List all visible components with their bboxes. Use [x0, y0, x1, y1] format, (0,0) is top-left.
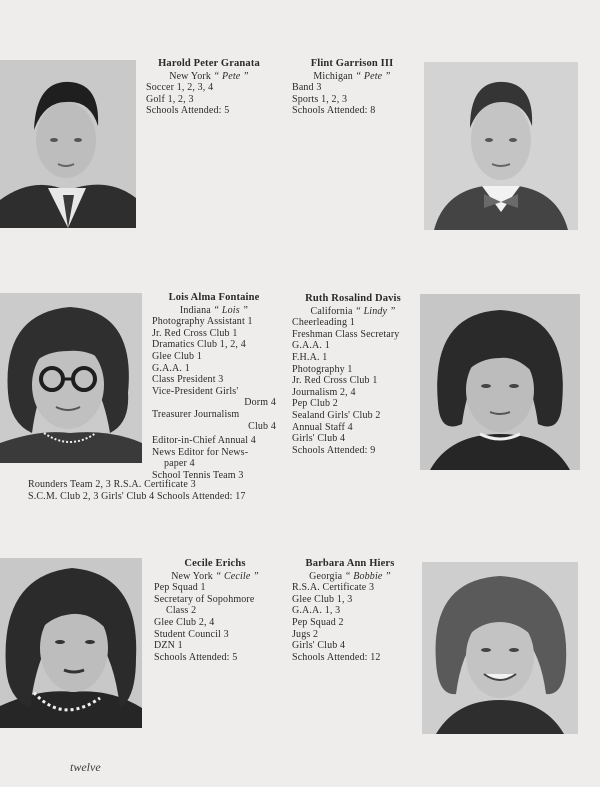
student-state: New York — [171, 570, 213, 582]
student-name: Barbara Ann Hiers — [305, 558, 395, 569]
student-origin: California “ Lindy ” — [310, 305, 396, 317]
activity-line: Annual Staff 4 — [292, 421, 353, 433]
activity-line: Secretary of Sopohmore — [154, 593, 255, 605]
activity-line: Glee Club 2, 4 — [154, 616, 215, 628]
activity-line: G.A.A. 1 — [152, 362, 190, 374]
activity-line: News Editor for News- — [152, 446, 249, 458]
activity-line: Student Council 3 — [154, 628, 229, 640]
activity-line: Sealand Girls' Club 2 — [292, 409, 381, 421]
activity-line: Vice-President Girls' — [152, 385, 239, 397]
activity-line: G.A.A. 1, 3 — [292, 605, 341, 617]
entry-cecile-erichs — [154, 558, 276, 663]
entry-lois-fontaine — [152, 292, 276, 482]
student-origin: Georgia “ Bobbie ” — [309, 570, 391, 582]
activity-line: Jugs 2 — [292, 628, 319, 640]
photo-ruth-davis — [420, 294, 580, 470]
activity-line: Dorm 4 — [244, 397, 276, 409]
activity-line: Schools Attended: 12 — [292, 651, 381, 663]
activity-line: Photography Assistant 1 — [152, 316, 253, 328]
student-name: Lois Alma Fontaine — [168, 292, 260, 303]
student-name: Ruth Rosalind Davis — [305, 293, 401, 304]
activity-line: Glee Club 1 — [152, 350, 202, 362]
activity-line: Cheerleading 1 — [292, 317, 355, 329]
student-nickname: Lois — [221, 304, 240, 316]
activity-line: School Tennis Team 3 — [152, 469, 244, 481]
activity-line: Photography 1 — [292, 363, 353, 375]
activity-line: Schools Attended: 8 — [292, 105, 376, 117]
student-origin: Michigan “ Pete ” — [313, 70, 391, 82]
activity-line: Freshman Class Secretary — [292, 328, 400, 340]
entry-flint-garrison — [292, 58, 412, 117]
student-name: Flint Garrison III — [310, 58, 394, 69]
activity-line: Golf 1, 2, 3 — [146, 93, 194, 105]
entry-harold-granata — [146, 58, 272, 117]
activity-line: G.A.A. 1 — [292, 340, 330, 352]
page-number: twelve — [70, 760, 101, 774]
activity-line: Schools Attended: 5 — [154, 651, 238, 663]
activity-line-wide: S.C.M. Club 2, 3 Girls' Club 4 Schools Attended: 17 — [28, 491, 246, 502]
photo-lois-fontaine — [0, 293, 142, 463]
student-nickname: Cecile — [223, 570, 251, 582]
activity-line: R.S.A. Certificate 3 — [292, 582, 375, 594]
entry-barbara-hiers — [292, 558, 408, 663]
student-origin: New York “ Pete ” — [169, 70, 249, 82]
activity-line: Jr. Red Cross Club 1 — [292, 375, 378, 387]
student-name: Harold Peter Granata — [158, 58, 260, 69]
student-origin: New York “ Cecile ” — [171, 570, 259, 582]
activity-line: Jr. Red Cross Club 1 — [152, 327, 238, 339]
activity-line: Girls' Club 4 — [292, 433, 346, 445]
activity-line-wide: Rounders Team 2, 3 R.S.A. Certificate 3 — [28, 479, 196, 490]
activity-line: Club 4 — [248, 420, 276, 432]
activity-line: Pep Squad 2 — [292, 616, 344, 628]
activity-line: Schools Attended: 5 — [146, 105, 230, 117]
entry-ruth-davis — [292, 293, 414, 456]
activity-line: Class President 3 — [152, 374, 224, 386]
student-state: Indiana — [179, 304, 211, 316]
photo-barbara-hiers — [422, 562, 578, 734]
photo-flint-garrison — [424, 62, 578, 230]
activity-line: Sports 1, 2, 3 — [292, 93, 348, 105]
photo-harold-granata — [0, 60, 136, 228]
student-nickname: Bobbie — [353, 570, 383, 582]
activity-line: Journalism 2, 4 — [292, 386, 356, 398]
activity-line: Schools Attended: 9 — [292, 444, 376, 456]
student-origin: Indiana “ Lois ” — [179, 304, 249, 316]
activity-line: Treasurer Journalism — [152, 408, 240, 420]
activity-line: Pep Squad 1 — [154, 582, 206, 594]
activity-line: Girls' Club 4 — [292, 640, 346, 652]
student-state: Georgia — [309, 570, 343, 582]
student-name: Cecile Erichs — [184, 558, 246, 569]
student-nickname: Pete — [363, 70, 383, 82]
activity-line: paper 4 — [164, 458, 195, 470]
student-nickname: Lindy — [363, 305, 388, 317]
activity-line: Editor-in-Chief Annual 4 — [152, 435, 256, 447]
activity-line: Class 2 — [166, 605, 197, 617]
student-nickname: Pete — [222, 70, 241, 82]
activity-line: Band 3 — [292, 82, 322, 94]
activity-line: Pep Club 2 — [292, 398, 338, 410]
activity-line: Soccer 1, 2, 3, 4 — [146, 82, 214, 94]
student-state: California — [310, 305, 353, 317]
activity-line: DZN 1 — [154, 640, 183, 652]
photo-cecile-erichs — [0, 558, 142, 728]
activity-line: Glee Club 1, 3 — [292, 593, 353, 605]
activity-line: F.H.A. 1 — [292, 351, 328, 363]
student-state: New York — [169, 70, 211, 82]
activity-line: Dramatics Club 1, 2, 4 — [152, 339, 246, 351]
student-state: Michigan — [313, 70, 353, 82]
